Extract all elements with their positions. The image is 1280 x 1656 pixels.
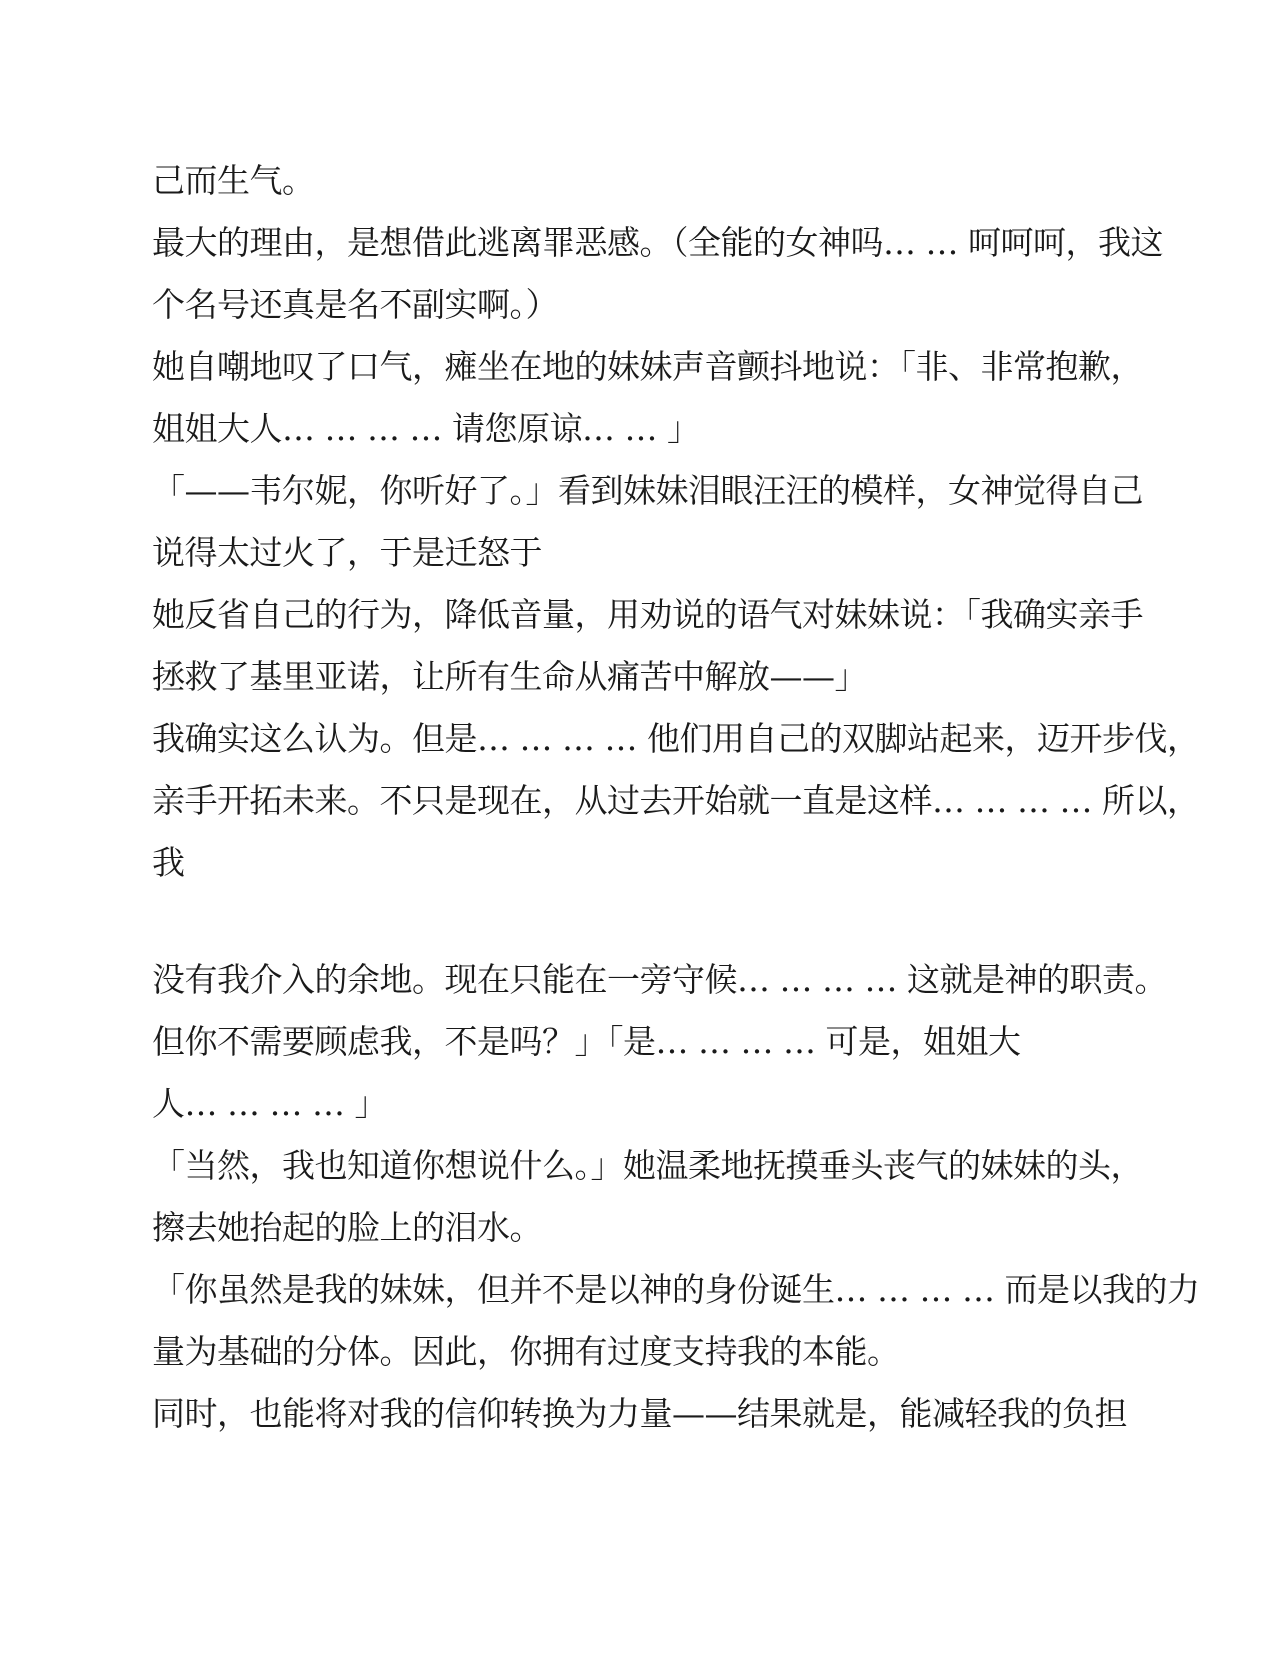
text-line: 我确实这么认为。但是… … … … 他们用自己的双脚站起来，迈开步伐， bbox=[152, 719, 1200, 758]
text-line: 她自嘲地叹了口气，瘫坐在地的妹妹声音颤抖地说：「非、非常抱歉， bbox=[152, 347, 1143, 386]
text-line: 人… … … … 」 bbox=[152, 1084, 387, 1123]
text-line: 但你不需要顾虑我，不是吗？」「是… … … … 可是，姐姐大 bbox=[152, 1022, 1021, 1061]
text-block-lower bbox=[152, 949, 1200, 1445]
text-line: 亲手开拓未来。不只是现在，从过去开始就一直是这样… … … … 所以， bbox=[152, 781, 1200, 820]
text-line: 拯救了基里亚诺，让所有生命从痛苦中解放——」 bbox=[152, 657, 867, 696]
text-line: 说得太过火了，于是迁怒于 bbox=[152, 533, 542, 572]
text-line: 己而生气。 bbox=[152, 161, 315, 200]
text-line: 量为基础的分体。因此，你拥有过度支持我的本能。 bbox=[152, 1332, 900, 1371]
text-line: 同时，也能将对我的信仰转换为力量——结果就是，能减轻我的负担 bbox=[152, 1394, 1127, 1433]
text-line: 「——韦尔妮，你听好了。」看到妹妹泪眼汪汪的模样，女神觉得自己 bbox=[152, 471, 1143, 510]
text-line: 我 bbox=[152, 843, 185, 882]
text-line: 她反省自己的行为，降低音量，用劝说的语气对妹妹说：「我确实亲手 bbox=[152, 595, 1143, 634]
text-block-upper bbox=[152, 150, 1200, 894]
text-line: 没有我介入的余地。现在只能在一旁守候… … … … 这就是神的职责。 bbox=[152, 960, 1167, 999]
text-line: 擦去她抬起的脸上的泪水。 bbox=[152, 1208, 542, 1247]
text-line: 最大的理由，是想借此逃离罪恶感。（全能的女神吗… … 呵呵呵，我这 bbox=[152, 223, 1163, 262]
text-line: 姐姐大人… … … … 请您原谅… … 」 bbox=[152, 409, 700, 448]
text-line: 个名号还真是名不副实啊。） bbox=[152, 285, 558, 324]
text-line: 「当然，我也知道你想说什么。」她温柔地抚摸垂头丧气的妹妹的头， bbox=[152, 1146, 1143, 1185]
text-line: 「你虽然是我的妹妹，但并不是以神的身份诞生… … … … 而是以我的力 bbox=[152, 1270, 1200, 1309]
